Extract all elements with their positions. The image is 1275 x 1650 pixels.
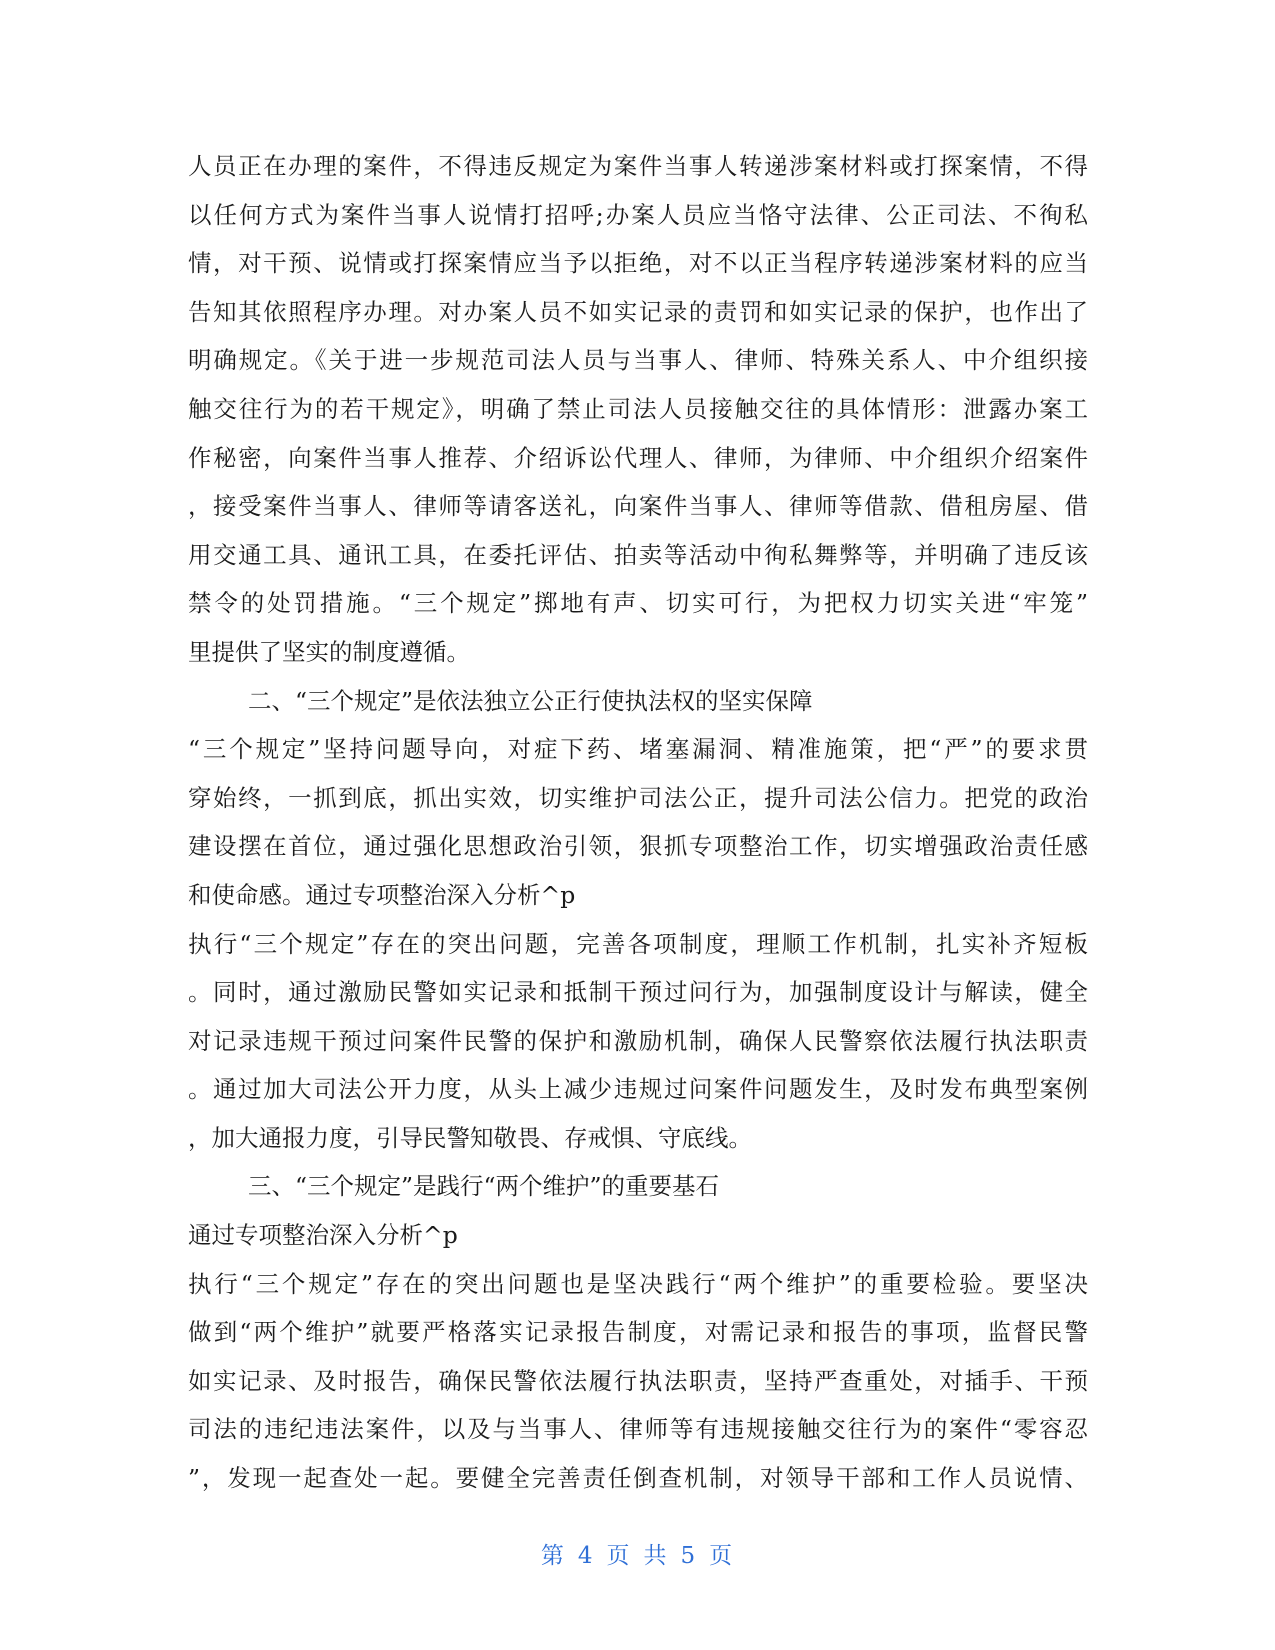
- text-line: “三个规定”坚持问题导向，对症下药、堵塞漏洞、精准施策，把“严”的要求贯: [188, 735, 1088, 764]
- footer-page-word: 页: [606, 1543, 632, 1569]
- section-heading-3: 三、“三个规定”是践行“两个维护”的重要基石: [248, 1172, 720, 1201]
- footer-suffix: 页: [709, 1543, 735, 1569]
- section-heading-2: 二、“三个规定”是依法独立公正行使执法权的坚实保障: [248, 686, 813, 715]
- text-line: 以任何方式为案件当事人说情打招呼;办案人员应当恪守法律、公正司法、不徇私: [188, 200, 1088, 229]
- text-line: 建设摆在首位，通过强化思想政治引领，狠抓专项整治工作，切实增强政治责任感: [188, 832, 1088, 861]
- text-line: 人员正在办理的案件，不得违反规定为案件当事人转递涉案材料或打探案情，不得: [188, 152, 1088, 180]
- text-line: 做到“两个维护”就要严格落实记录报告制度，对需记录和报告的事项，监督民警: [188, 1318, 1088, 1347]
- text-line: 。通过加大司法公开力度，从头上减少违规过问案件问题发生，及时发布典型案例: [188, 1075, 1088, 1104]
- text-line: 。同时，通过激励民警如实记录和抵制干预过问行为，加强制度设计与解读，健全: [188, 978, 1088, 1007]
- document-body: [188, 142, 1088, 1503]
- text-line: 用交通工具、通讯工具，在委托评估、拍卖等活动中徇私舞弊等，并明确了违反该: [188, 540, 1088, 569]
- text-line: 情，对干预、说情或打探案情应当予以拒绝，对不以正当程序转递涉案材料的应当: [188, 249, 1088, 278]
- text-line: 触交往行为的若干规定》，明确了禁止司法人员接触交往的具体情形：泄露办案工: [188, 394, 1088, 423]
- text-line: 明确规定。《关于进一步规范司法人员与当事人、律师、特殊关系人、中介组织接: [188, 346, 1088, 375]
- text-line: ”，发现一起查处一起。要健全完善责任倒查机制，对领导干部和工作人员说情、: [188, 1464, 1088, 1493]
- text-line: 对记录违规干预过问案件民警的保护和激励机制，确保人民警察依法履行执法职责: [188, 1026, 1088, 1055]
- text-line: 如实记录、及时报告，确保民警依法履行执法职责，坚持严查重处，对插手、干预: [188, 1366, 1088, 1395]
- footer-total-pages: 5: [680, 1543, 698, 1569]
- text-line: 和使命感。通过专项整治深入分析^p: [188, 880, 576, 909]
- text-line: ，加大通报力度，引导民警知敬畏、存戒惧、守底线。: [188, 1123, 752, 1152]
- footer-total-word: 共: [643, 1543, 669, 1569]
- text-line: 穿始终，一抓到底，抓出实效，切实维护司法公正，提升司法公信力。把党的政治: [188, 783, 1088, 812]
- text-line: 通过专项整治深入分析^p: [188, 1221, 458, 1250]
- text-line: 禁令的处罚措施。“三个规定”掷地有声、切实可行，为把权力切实关进“牢笼”: [188, 589, 1088, 618]
- text-line: 执行“三个规定”存在的突出问题也是坚决践行“两个维护”的重要检验。要坚决: [188, 1269, 1088, 1298]
- text-line: 里提供了坚实的制度遵循。: [188, 637, 470, 666]
- footer-page-number: 4: [577, 1543, 595, 1569]
- text-line: 作秘密，向案件当事人推荐、介绍诉讼代理人、律师，为律师、中介组织介绍案件: [188, 443, 1088, 472]
- text-line: 告知其依照程序办理。对办案人员不如实记录的责罚和如实记录的保护，也作出了: [188, 297, 1088, 326]
- text-line: ，接受案件当事人、律师等请客送礼，向案件当事人、律师等借款、借租房屋、借: [188, 492, 1088, 521]
- text-line: 司法的违纪违法案件，以及与当事人、律师等有违规接触交往行为的案件“零容忍: [188, 1415, 1088, 1444]
- footer-prefix: 第: [540, 1543, 566, 1569]
- page-footer: [0, 1537, 1275, 1570]
- text-line: 执行“三个规定”存在的突出问题，完善各项制度，理顺工作机制，扎实补齐短板: [188, 929, 1088, 958]
